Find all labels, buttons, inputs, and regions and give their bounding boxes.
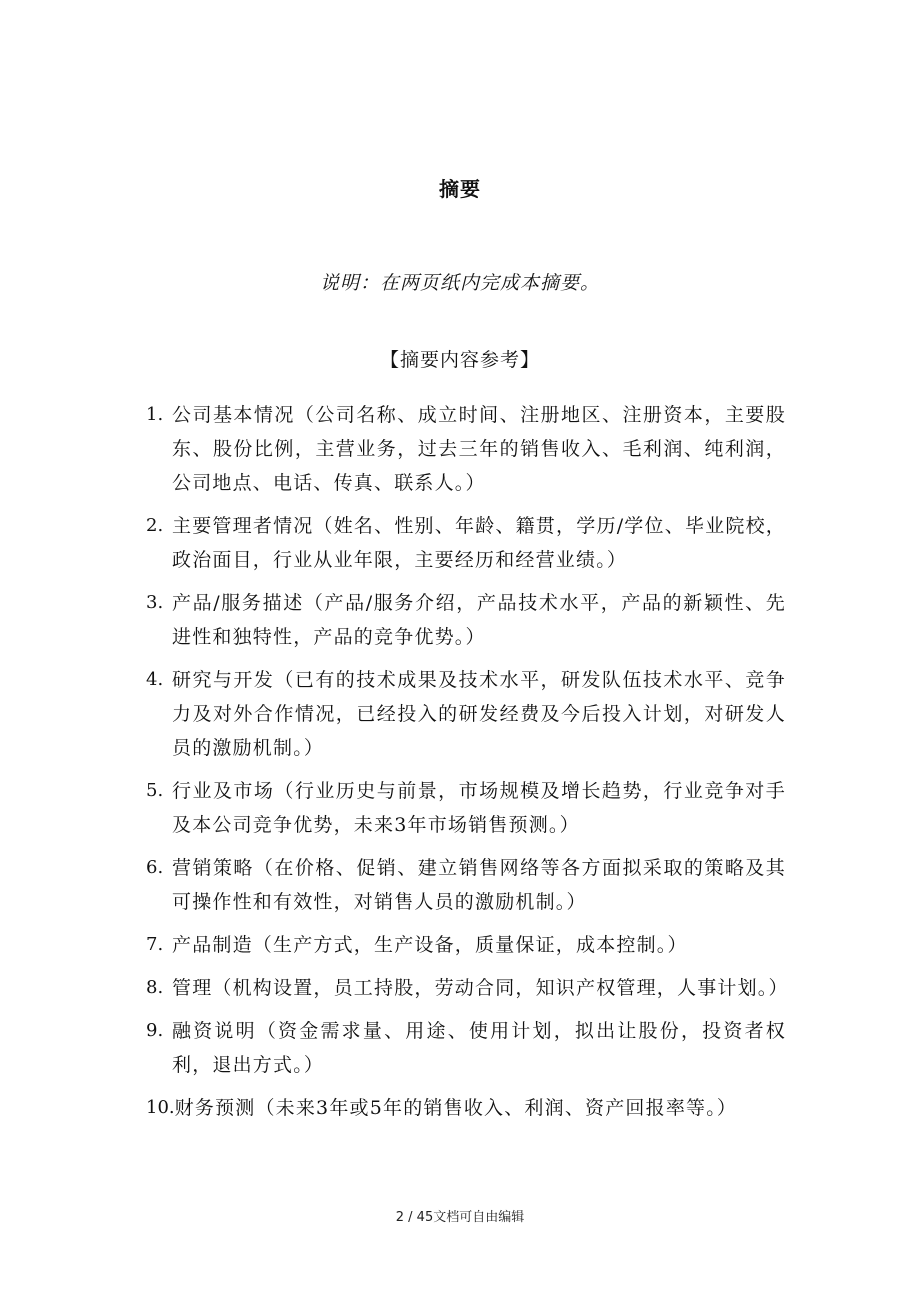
list-item — [146, 509, 786, 577]
item-number: 6. — [146, 857, 164, 878]
list-item — [146, 928, 786, 962]
item-number: 2. — [146, 515, 164, 536]
item-text: 财务预测（未来3年或5年的销售收入、利润、资产回报率等。） — [174, 1097, 738, 1119]
item-number: 9. — [146, 1020, 164, 1041]
list-item — [146, 851, 786, 919]
item-text: 公司基本情况（公司名称、成立时间、注册地区、注册资本，主要股东、股份比例，主营业务，过去三年的销售收入、毛利润、纯利润，公司地点、电话、传真、联系人。） — [172, 404, 786, 494]
list-item — [146, 398, 786, 500]
instruction-note: 说明：在两页纸内完成本摘要。 — [319, 272, 600, 294]
list-item — [146, 1014, 786, 1082]
page-title: 摘要 — [439, 177, 481, 201]
item-text: 产品/服务描述（产品/服务介绍，产品技术水平，产品的新颖性、先进性和独特性，产品的竞争优势。） — [172, 592, 786, 648]
item-number: 3. — [146, 592, 164, 613]
reference-heading: 【摘要内容参考】 — [379, 349, 540, 371]
item-text: 行业及市场（行业历史与前景，市场规模及增长趋势，行业竞争对手及本公司竞争优势，未来3年市场销售预测。） — [172, 780, 786, 836]
item-number: 5. — [146, 780, 164, 801]
item-text: 管理（机构设置，员工持股，劳动合同，知识产权管理，人事计划。） — [172, 977, 789, 999]
item-text: 主要管理者情况（姓名、性别、年龄、籍贯，学历/学位、毕业院校，政治面目，行业从业年限，主要经历和经营业绩。） — [172, 515, 786, 571]
list-item — [146, 663, 786, 765]
list-item — [146, 774, 786, 842]
item-number: 8. — [146, 977, 164, 998]
item-number: 1. — [146, 404, 164, 425]
item-text: 研究与开发（已有的技术成果及技术水平，研发队伍技术水平、竞争力及对外合作情况，已经投入的研发经费及今后投入计划，对研发人员的激励机制。） — [172, 669, 786, 759]
item-number: 7. — [146, 934, 164, 955]
item-number: 4. — [146, 669, 164, 690]
page-footer: 2 / 45文档可自由编辑 — [395, 1210, 525, 1225]
item-number: 10. — [146, 1097, 175, 1118]
item-text: 营销策略（在价格、促销、建立销售网络等各方面拟采取的策略及其可操作性和有效性，对销售人员的激励机制。） — [172, 857, 786, 913]
item-text: 融资说明（资金需求量、用途、使用计划，拟出让股份，投资者权利，退出方式。） — [172, 1020, 786, 1076]
reference-list — [146, 398, 789, 1134]
list-item — [146, 971, 789, 1005]
list-item — [146, 1091, 786, 1125]
item-text: 产品制造（生产方式，生产设备，质量保证，成本控制。） — [172, 934, 688, 956]
list-item — [146, 586, 786, 654]
